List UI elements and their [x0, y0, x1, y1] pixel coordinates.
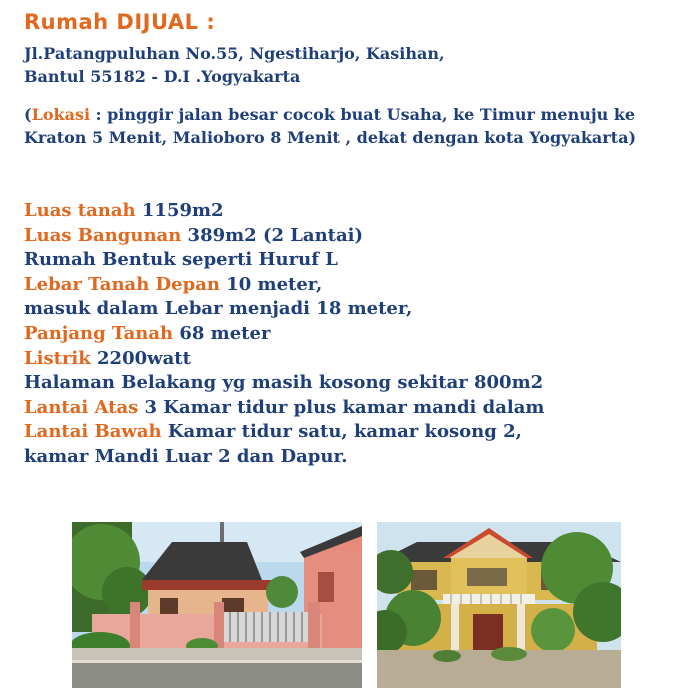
detail-value: 2200watt — [90, 347, 191, 369]
detail-house-shape — [24, 248, 694, 273]
detail-label: Lantai Bawah — [24, 421, 162, 443]
detail-backyard — [24, 371, 694, 396]
location-label: Lokasi — [31, 105, 91, 124]
detail-inner-width — [24, 297, 694, 322]
detail-value: Halaman Belakang yg masih kosong sekitar 800m2 — [24, 372, 544, 394]
location-open-paren: ( — [24, 105, 32, 124]
listing-title: Rumah DIJUAL : — [24, 10, 216, 34]
detail-label: Lantai Atas — [24, 396, 139, 418]
detail-value: 1159m2 — [135, 200, 224, 221]
address-line-2: Bantul 55182 - D.I .Yogyakarta — [24, 67, 301, 86]
house-two-storey-photo — [377, 522, 621, 688]
detail-land-length — [24, 322, 694, 347]
location-description — [24, 104, 694, 149]
detail-label: Luas tanah — [24, 200, 136, 221]
detail-value: Kamar tidur satu, kamar kosong 2, — [161, 421, 522, 443]
detail-land-area — [24, 199, 694, 224]
detail-lower-floor-cont — [24, 445, 694, 470]
detail-label: Listrik — [24, 347, 91, 369]
detail-label: Luas Bangunan — [24, 224, 182, 246]
location-text: : pinggir jalan besar cocok buat Usaha, ke Timur menuju ke Kraton 5 Menit, Malioboro 8 Menit , dekat dengan kota Yogyakarta) — [24, 105, 637, 147]
detail-value: 389m2 (2 Lantai) — [181, 224, 364, 246]
detail-front-width — [24, 273, 694, 298]
detail-value: 68 meter — [173, 322, 271, 344]
detail-building-area — [24, 224, 694, 249]
detail-label: Lebar Tanah Depan — [24, 273, 220, 295]
property-address — [24, 42, 684, 88]
detail-lower-floor — [24, 420, 694, 445]
detail-value: Rumah Bentuk seperti Huruf L — [24, 249, 338, 271]
detail-label: Panjang Tanah — [24, 322, 174, 344]
house-front-photo — [72, 522, 362, 688]
detail-value: kamar Mandi Luar 2 dan Dapur. — [24, 445, 348, 467]
detail-electricity — [24, 347, 694, 372]
property-details-list — [24, 199, 694, 470]
house-two-storey-illustration — [377, 522, 621, 688]
detail-value: 3 Kamar tidur plus kamar mandi dalam — [138, 396, 545, 418]
detail-value: masuk dalam Lebar menjadi 18 meter, — [24, 298, 413, 320]
house-front-illustration — [72, 522, 362, 688]
detail-value: 10 meter, — [219, 273, 323, 295]
address-line-1: Jl.Patangpuluhan No.55, Ngestiharjo, Kasihan, — [24, 44, 445, 63]
detail-upper-floor — [24, 396, 694, 421]
